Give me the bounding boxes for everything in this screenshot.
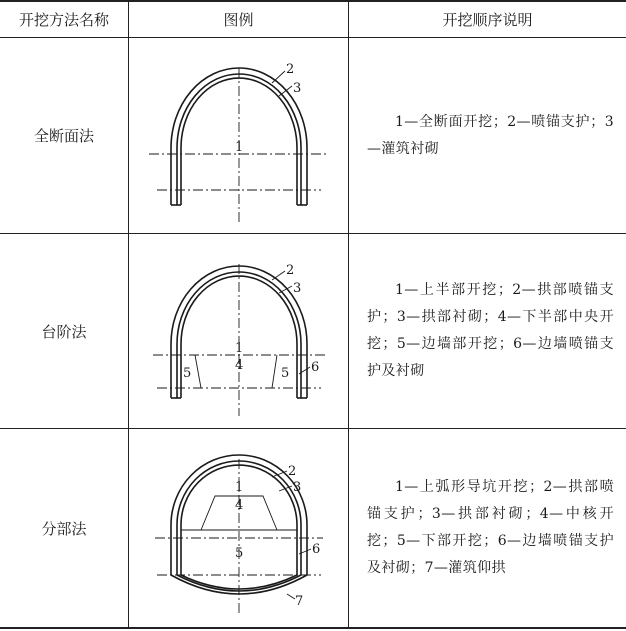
sequence-description-cell [349,38,626,233]
header-figure: 图例 [223,10,254,29]
figure-label: 3 [293,281,302,296]
figure-label: 7 [295,594,304,609]
header-method-name: 开挖方法名称 [18,10,109,29]
figure-label: 4 [235,358,244,373]
sequence-description-cell [349,234,626,428]
figure-label: 3 [293,81,302,96]
figure-full-face [129,38,348,233]
figure-partial [129,429,348,627]
figure-label: 2 [286,263,295,278]
figure-label: 6 [311,360,320,375]
figure-label: 1 [235,140,244,155]
figure-label: 3 [293,480,302,495]
figure-label: 6 [312,542,321,557]
method-name-cell: 全断面法 [33,127,94,145]
figure-bench [129,234,348,428]
figure-label: 5 [235,546,244,561]
method-name-cell: 分部法 [41,519,87,538]
figure-label: 5 [183,366,192,381]
figure-label: 1 [235,341,244,356]
sequence-description: 1—全断面开挖；2—喷锚支护；3—灌筑衬砌 [367,113,614,157]
sequence-description: 1—上弧形导坑开挖；2—拱部喷锚支护；3—拱部衬砌；4—中核开挖；5—下部开挖；6—边墙喷锚支护及衬砌；7—灌筑仰拱 [367,479,614,576]
figure-label: 4 [235,498,244,513]
figure-label: 5 [281,366,290,381]
sequence-description: 1—上半部开挖；2—拱部喷锚支护；3—拱部衬砌；4—下半部中央开挖；5—边墙部开挖；6—边墙喷锚支护及衬砌 [367,282,614,379]
figure-label: 1 [235,480,244,495]
sequence-description-cell [349,429,626,627]
header-sequence: 开挖顺序说明 [442,10,533,29]
figure-label: 2 [288,464,297,479]
figure-label: 2 [286,62,295,77]
method-name-cell: 台阶法 [41,322,87,341]
